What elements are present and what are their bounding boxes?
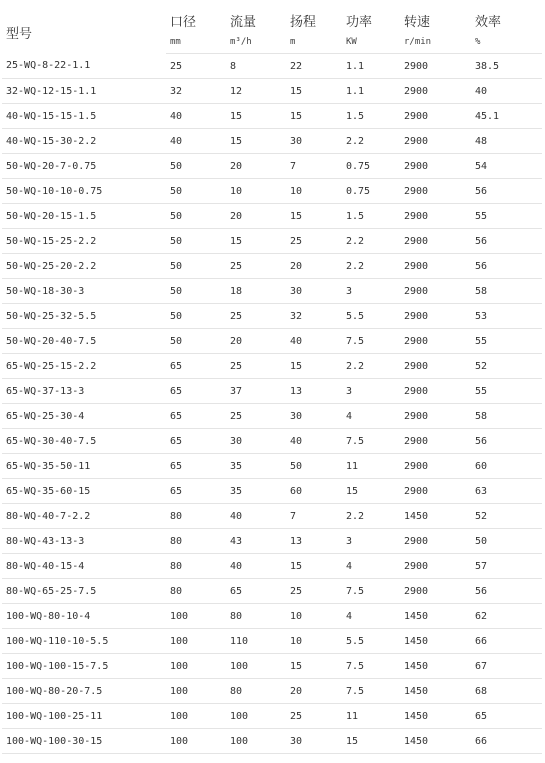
- cell-flow: 100: [226, 704, 286, 729]
- header-speed: 转速: [404, 15, 431, 30]
- cell-model: 25-WQ-8-22-1.1: [2, 54, 166, 79]
- cell-efficiency: 40: [471, 79, 542, 104]
- header-efficiency: 效率: [475, 15, 502, 30]
- cell-power: 7.5: [342, 579, 400, 604]
- cell-efficiency: 48: [471, 129, 542, 154]
- cell-head: 60: [286, 479, 342, 504]
- cell-flow: 43: [226, 529, 286, 554]
- cell-model: 50-WQ-25-32-5.5: [2, 304, 166, 329]
- cell-head: 10: [286, 604, 342, 629]
- unit-flow: m³/h: [226, 31, 286, 54]
- cell-efficiency: 56: [471, 429, 542, 454]
- unit-efficiency: %: [471, 31, 542, 54]
- cell-diameter: 50: [166, 229, 226, 254]
- cell-flow: 8: [226, 54, 286, 79]
- cell-power: 2.2: [342, 229, 400, 254]
- unit-speed: r/min: [400, 31, 471, 54]
- cell-speed: 2900: [400, 154, 471, 179]
- cell-efficiency: 52: [471, 354, 542, 379]
- cell-diameter: 100: [166, 629, 226, 654]
- cell-speed: 1450: [400, 604, 471, 629]
- cell-power: 4: [342, 404, 400, 429]
- cell-power: 7.5: [342, 329, 400, 354]
- cell-flow: 20: [226, 154, 286, 179]
- cell-efficiency: 58: [471, 279, 542, 304]
- cell-power: 1.1: [342, 54, 400, 79]
- cell-speed: 2900: [400, 329, 471, 354]
- cell-power: 1.5: [342, 204, 400, 229]
- cell-model: 32-WQ-12-15-1.1: [2, 79, 166, 104]
- cell-diameter: 65: [166, 454, 226, 479]
- cell-flow: 80: [226, 604, 286, 629]
- table-row: [2, 229, 542, 254]
- cell-speed: 1450: [400, 504, 471, 529]
- table-row: [2, 729, 542, 754]
- cell-model: 80-WQ-43-13-3: [2, 529, 166, 554]
- unit-power: KW: [342, 31, 400, 54]
- cell-model: 65-WQ-35-50-11: [2, 454, 166, 479]
- cell-flow: 15: [226, 129, 286, 154]
- table-row: [2, 454, 542, 479]
- table-row: [2, 504, 542, 529]
- table-row: [2, 354, 542, 379]
- table-row: [2, 404, 542, 429]
- cell-diameter: 100: [166, 704, 226, 729]
- cell-power: 3: [342, 379, 400, 404]
- cell-diameter: 100: [166, 679, 226, 704]
- cell-head: 7: [286, 504, 342, 529]
- cell-efficiency: 53: [471, 304, 542, 329]
- table-row: [2, 279, 542, 304]
- cell-model: 100-WQ-80-10-4: [2, 604, 166, 629]
- cell-model: 65-WQ-25-30-4: [2, 404, 166, 429]
- cell-head: 40: [286, 329, 342, 354]
- cell-power: 2.2: [342, 254, 400, 279]
- cell-efficiency: 45.1: [471, 104, 542, 129]
- header-power: 功率: [346, 15, 373, 30]
- cell-model: 50-WQ-20-7-0.75: [2, 154, 166, 179]
- cell-head: 32: [286, 304, 342, 329]
- cell-model: 50-WQ-18-30-3: [2, 279, 166, 304]
- pump-spec-table: [2, 10, 542, 754]
- cell-head: 22: [286, 54, 342, 79]
- cell-power: 2.2: [342, 504, 400, 529]
- cell-diameter: 65: [166, 404, 226, 429]
- cell-head: 20: [286, 254, 342, 279]
- cell-power: 15: [342, 479, 400, 504]
- cell-efficiency: 68: [471, 679, 542, 704]
- cell-power: 2.2: [342, 129, 400, 154]
- cell-speed: 2900: [400, 554, 471, 579]
- cell-power: 4: [342, 604, 400, 629]
- cell-power: 11: [342, 704, 400, 729]
- cell-model: 80-WQ-40-7-2.2: [2, 504, 166, 529]
- cell-diameter: 50: [166, 304, 226, 329]
- cell-speed: 2900: [400, 79, 471, 104]
- cell-efficiency: 62: [471, 604, 542, 629]
- cell-speed: 2900: [400, 54, 471, 79]
- cell-flow: 15: [226, 104, 286, 129]
- cell-model: 100-WQ-110-10-5.5: [2, 629, 166, 654]
- header-row: [2, 10, 542, 31]
- cell-speed: 1450: [400, 704, 471, 729]
- cell-diameter: 80: [166, 529, 226, 554]
- cell-head: 15: [286, 554, 342, 579]
- table-row: [2, 529, 542, 554]
- cell-model: 65-WQ-30-40-7.5: [2, 429, 166, 454]
- cell-speed: 2900: [400, 429, 471, 454]
- table-row: [2, 479, 542, 504]
- cell-flow: 20: [226, 204, 286, 229]
- cell-flow: 35: [226, 454, 286, 479]
- cell-flow: 18: [226, 279, 286, 304]
- cell-efficiency: 55: [471, 329, 542, 354]
- header-model: 型号: [6, 27, 33, 43]
- cell-diameter: 65: [166, 354, 226, 379]
- cell-flow: 25: [226, 304, 286, 329]
- table-row: [2, 629, 542, 654]
- cell-speed: 1450: [400, 729, 471, 754]
- cell-head: 30: [286, 279, 342, 304]
- cell-head: 50: [286, 454, 342, 479]
- table-row: [2, 679, 542, 704]
- table-row: [2, 379, 542, 404]
- cell-flow: 20: [226, 329, 286, 354]
- cell-flow: 80: [226, 679, 286, 704]
- cell-efficiency: 56: [471, 579, 542, 604]
- cell-power: 15: [342, 729, 400, 754]
- cell-power: 7.5: [342, 429, 400, 454]
- cell-head: 40: [286, 429, 342, 454]
- cell-power: 7.5: [342, 654, 400, 679]
- cell-flow: 10: [226, 179, 286, 204]
- cell-efficiency: 38.5: [471, 54, 542, 79]
- cell-model: 65-WQ-25-15-2.2: [2, 354, 166, 379]
- cell-diameter: 65: [166, 379, 226, 404]
- cell-model: 100-WQ-80-20-7.5: [2, 679, 166, 704]
- table-row: [2, 154, 542, 179]
- cell-flow: 100: [226, 654, 286, 679]
- cell-efficiency: 52: [471, 504, 542, 529]
- cell-model: 100-WQ-100-15-7.5: [2, 654, 166, 679]
- cell-model: 100-WQ-100-30-15: [2, 729, 166, 754]
- cell-head: 13: [286, 529, 342, 554]
- header-diameter: 口径: [170, 15, 197, 30]
- cell-diameter: 80: [166, 579, 226, 604]
- table-row: [2, 179, 542, 204]
- cell-model: 50-WQ-20-40-7.5: [2, 329, 166, 354]
- cell-head: 15: [286, 204, 342, 229]
- table-row: [2, 654, 542, 679]
- cell-diameter: 50: [166, 179, 226, 204]
- cell-efficiency: 57: [471, 554, 542, 579]
- cell-head: 25: [286, 229, 342, 254]
- cell-power: 1.1: [342, 79, 400, 104]
- cell-diameter: 50: [166, 329, 226, 354]
- cell-diameter: 25: [166, 54, 226, 79]
- cell-efficiency: 67: [471, 654, 542, 679]
- cell-diameter: 80: [166, 504, 226, 529]
- cell-diameter: 80: [166, 554, 226, 579]
- cell-diameter: 65: [166, 479, 226, 504]
- table-row: [2, 604, 542, 629]
- cell-efficiency: 60: [471, 454, 542, 479]
- cell-speed: 1450: [400, 629, 471, 654]
- table-row: [2, 79, 542, 104]
- cell-head: 20: [286, 679, 342, 704]
- cell-model: 50-WQ-25-20-2.2: [2, 254, 166, 279]
- table-row: [2, 104, 542, 129]
- cell-efficiency: 66: [471, 629, 542, 654]
- table-row: [2, 329, 542, 354]
- cell-model: 65-WQ-37-13-3: [2, 379, 166, 404]
- cell-flow: 25: [226, 404, 286, 429]
- cell-flow: 30: [226, 429, 286, 454]
- cell-head: 10: [286, 179, 342, 204]
- table-row: [2, 129, 542, 154]
- header-flow: 流量: [230, 15, 257, 30]
- cell-power: 0.75: [342, 154, 400, 179]
- cell-diameter: 50: [166, 279, 226, 304]
- cell-power: 5.5: [342, 304, 400, 329]
- cell-speed: 2900: [400, 379, 471, 404]
- table-row: [2, 204, 542, 229]
- cell-flow: 40: [226, 504, 286, 529]
- cell-head: 15: [286, 654, 342, 679]
- cell-power: 7.5: [342, 679, 400, 704]
- cell-speed: 2900: [400, 479, 471, 504]
- cell-power: 3: [342, 529, 400, 554]
- cell-efficiency: 54: [471, 154, 542, 179]
- cell-flow: 100: [226, 729, 286, 754]
- cell-speed: 1450: [400, 679, 471, 704]
- cell-model: 50-WQ-15-25-2.2: [2, 229, 166, 254]
- cell-speed: 2900: [400, 279, 471, 304]
- table-row: [2, 554, 542, 579]
- cell-efficiency: 66: [471, 729, 542, 754]
- cell-model: 50-WQ-10-10-0.75: [2, 179, 166, 204]
- cell-model: 40-WQ-15-15-1.5: [2, 104, 166, 129]
- table-row: [2, 304, 542, 329]
- cell-diameter: 50: [166, 154, 226, 179]
- cell-efficiency: 50: [471, 529, 542, 554]
- cell-model: 50-WQ-20-15-1.5: [2, 204, 166, 229]
- cell-flow: 110: [226, 629, 286, 654]
- cell-efficiency: 65: [471, 704, 542, 729]
- cell-efficiency: 63: [471, 479, 542, 504]
- cell-model: 80-WQ-65-25-7.5: [2, 579, 166, 604]
- cell-speed: 2900: [400, 104, 471, 129]
- cell-model: 65-WQ-35-60-15: [2, 479, 166, 504]
- table-row: [2, 704, 542, 729]
- table-row: [2, 579, 542, 604]
- cell-head: 30: [286, 129, 342, 154]
- cell-head: 7: [286, 154, 342, 179]
- cell-head: 15: [286, 79, 342, 104]
- cell-power: 3: [342, 279, 400, 304]
- cell-power: 4: [342, 554, 400, 579]
- cell-speed: 2900: [400, 129, 471, 154]
- cell-model: 80-WQ-40-15-4: [2, 554, 166, 579]
- cell-efficiency: 56: [471, 179, 542, 204]
- cell-speed: 2900: [400, 254, 471, 279]
- cell-diameter: 100: [166, 729, 226, 754]
- cell-speed: 2900: [400, 204, 471, 229]
- cell-power: 2.2: [342, 354, 400, 379]
- cell-head: 13: [286, 379, 342, 404]
- cell-head: 30: [286, 404, 342, 429]
- cell-power: 1.5: [342, 104, 400, 129]
- unit-head: m: [286, 31, 342, 54]
- cell-efficiency: 58: [471, 404, 542, 429]
- cell-flow: 15: [226, 229, 286, 254]
- cell-diameter: 32: [166, 79, 226, 104]
- cell-flow: 40: [226, 554, 286, 579]
- unit-diameter: mm: [166, 31, 226, 54]
- cell-flow: 12: [226, 79, 286, 104]
- cell-flow: 35: [226, 479, 286, 504]
- cell-efficiency: 55: [471, 379, 542, 404]
- cell-model: 40-WQ-15-30-2.2: [2, 129, 166, 154]
- cell-efficiency: 56: [471, 254, 542, 279]
- cell-power: 5.5: [342, 629, 400, 654]
- cell-diameter: 40: [166, 104, 226, 129]
- cell-speed: 2900: [400, 454, 471, 479]
- cell-flow: 25: [226, 354, 286, 379]
- cell-diameter: 100: [166, 654, 226, 679]
- cell-speed: 2900: [400, 179, 471, 204]
- cell-efficiency: 56: [471, 229, 542, 254]
- cell-efficiency: 55: [471, 204, 542, 229]
- cell-head: 10: [286, 629, 342, 654]
- cell-speed: 2900: [400, 579, 471, 604]
- cell-head: 15: [286, 354, 342, 379]
- cell-speed: 2900: [400, 229, 471, 254]
- cell-power: 11: [342, 454, 400, 479]
- table-row: [2, 254, 542, 279]
- cell-speed: 2900: [400, 354, 471, 379]
- cell-head: 15: [286, 104, 342, 129]
- cell-model: 100-WQ-100-25-11: [2, 704, 166, 729]
- cell-head: 25: [286, 704, 342, 729]
- cell-diameter: 50: [166, 204, 226, 229]
- cell-speed: 2900: [400, 529, 471, 554]
- cell-head: 25: [286, 579, 342, 604]
- table-row: [2, 54, 542, 79]
- cell-power: 0.75: [342, 179, 400, 204]
- cell-head: 30: [286, 729, 342, 754]
- header-head: 扬程: [290, 15, 317, 30]
- cell-speed: 2900: [400, 304, 471, 329]
- cell-diameter: 65: [166, 429, 226, 454]
- cell-speed: 1450: [400, 654, 471, 679]
- cell-diameter: 50: [166, 254, 226, 279]
- cell-diameter: 100: [166, 604, 226, 629]
- cell-flow: 65: [226, 579, 286, 604]
- cell-speed: 2900: [400, 404, 471, 429]
- table-row: [2, 429, 542, 454]
- cell-flow: 37: [226, 379, 286, 404]
- table-body: [2, 54, 542, 754]
- cell-flow: 25: [226, 254, 286, 279]
- cell-diameter: 40: [166, 129, 226, 154]
